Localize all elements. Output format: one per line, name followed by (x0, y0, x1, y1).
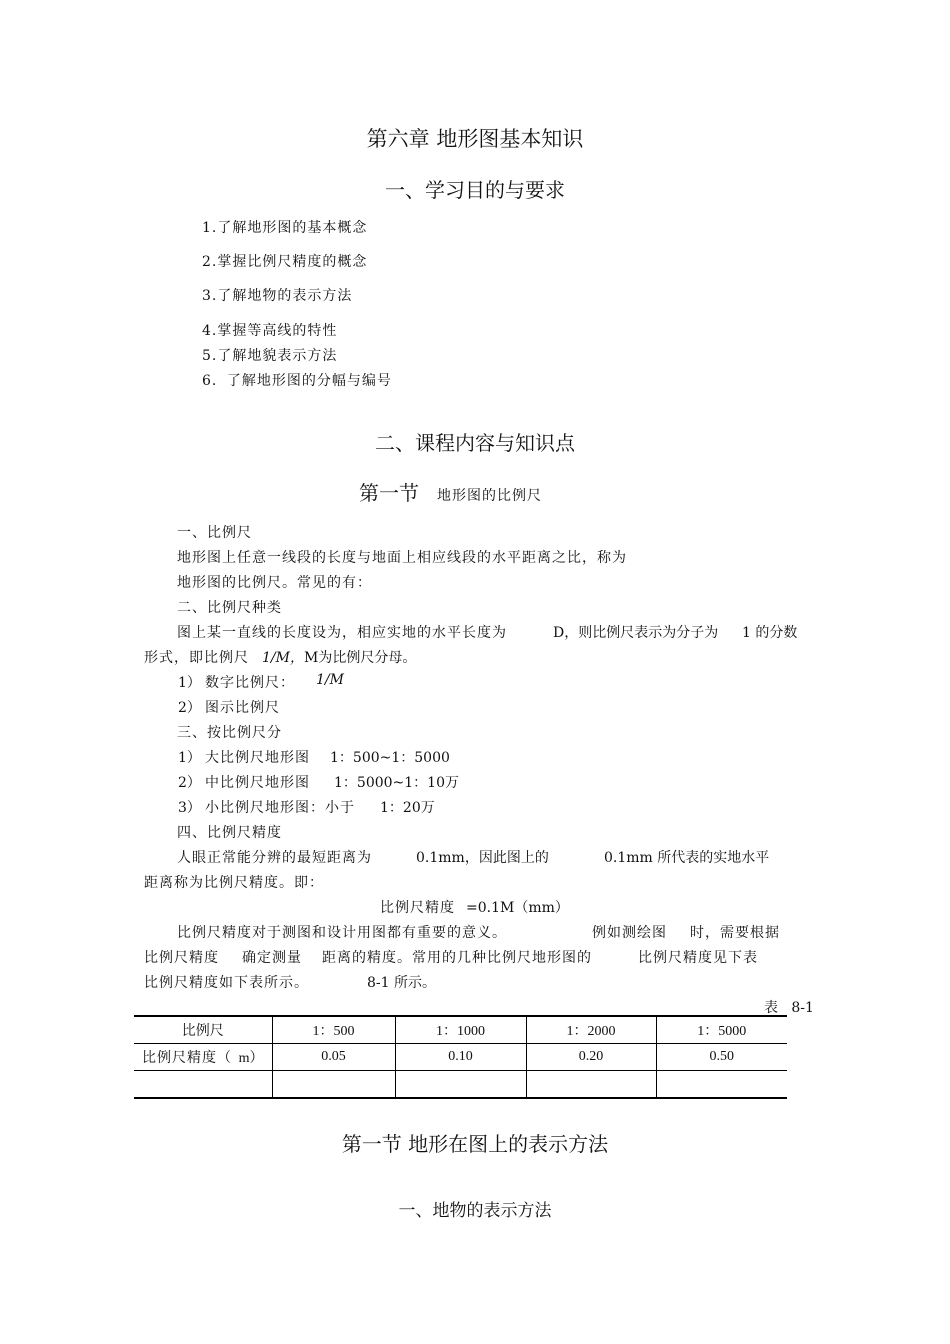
table-row-label (134, 1044, 272, 1071)
body-text: 比例尺精度如下表所示。 (144, 975, 309, 991)
body-text: 比例尺精度对于测图和设计用图都有重要的意义。 (177, 925, 507, 941)
body-text: 中比例尺地形图 (205, 775, 310, 791)
objective-item: 3.了解地物的表示方法 (202, 288, 353, 304)
body-text: 地形图的比例尺。常见的有： (177, 575, 372, 591)
body-text: 1/M (316, 672, 344, 688)
body-text: 图示比例尺 (205, 700, 280, 716)
table-label-prefix: 表 (764, 1000, 778, 1016)
body-text: 0.1mm，因此图上的 (416, 850, 549, 866)
table-label-number: 8-1 (791, 1000, 814, 1016)
body-text: 小比例尺地形图：小于 (205, 800, 355, 816)
section-heading-objectives: 一、学习目的与要求 (385, 178, 565, 202)
body-text: 人眼正常能分辨的最短距离为 (177, 850, 372, 866)
table-row (134, 1044, 787, 1071)
body-heading: 三、按比例尺分 (177, 725, 282, 741)
body-text: 地形图上任意一线段的长度与地面上相应线段的水平距离之比，称为 (177, 550, 627, 566)
table-header-cell: 1：500 (272, 1016, 395, 1044)
row-label-text: 比例尺精度（ (142, 1051, 232, 1066)
table-label (764, 997, 814, 1017)
body-text: 0.1mm 所代表的实地水平 (604, 850, 770, 866)
table-header-cell: 1：2000 (526, 1016, 656, 1044)
table-header-cell: 1：5000 (656, 1016, 787, 1044)
chapter-title: 第六章 地形图基本知识 (366, 127, 584, 151)
body-text: 距离的精度。常用的几种比例尺地形图的 (322, 950, 592, 966)
table-cell (656, 1071, 787, 1099)
row-label-unit: m） (238, 1051, 264, 1066)
table-cell (526, 1071, 656, 1099)
formula-value: =0.1M（mm） (466, 900, 569, 916)
body-heading: 二、比例尺种类 (177, 600, 282, 616)
table-header-cell (134, 1016, 272, 1044)
table-empty-row (134, 1071, 787, 1099)
body-text: 1：5000~1：10万 (334, 775, 459, 791)
body-heading: 一、比例尺 (177, 525, 252, 541)
subsection-heading: 一、地物的表示方法 (398, 1201, 552, 1221)
objective-item: 6．了解地形图的分幅与编号 (202, 373, 392, 389)
table-cell: 0.10 (395, 1044, 526, 1071)
body-text: D，则比例尺表示为分子为 (553, 625, 719, 641)
body-text: 比例尺精度见下表 (638, 950, 758, 966)
body-text: 8-1 所示。 (367, 975, 436, 991)
objective-item: 5.了解地貌表示方法 (202, 348, 338, 364)
section-number: 第一节 (359, 481, 419, 505)
table-header-cell: 1：1000 (395, 1016, 526, 1044)
body-text: 确定测量 (242, 950, 302, 966)
body-text: M为比例尺分母。 (304, 650, 417, 666)
objective-item: 1.了解地形图的基本概念 (202, 220, 368, 236)
body-heading: 四、比例尺精度 (177, 825, 282, 841)
table-cell (134, 1071, 272, 1099)
list-marker: 3） (178, 800, 201, 816)
objective-item: 4.掌握等高线的特性 (202, 323, 338, 339)
header-label: 比例尺 (181, 1024, 224, 1039)
table-cell (395, 1071, 526, 1099)
list-marker: 1） (178, 675, 201, 691)
section-heading-content: 二、课程内容与知识点 (375, 431, 575, 455)
body-text: 形式，即比例尺 (144, 650, 249, 666)
body-text: 时，需要根据 (690, 925, 780, 941)
formula-label: 比例尺精度 (380, 900, 455, 916)
body-text: 比例尺精度 (144, 950, 219, 966)
body-text: 1：500~1：5000 (330, 750, 450, 766)
body-text: 1 的分数 (742, 625, 798, 641)
section-heading: 第一节 地形在图上的表示方法 (341, 1132, 609, 1156)
body-text: 距离称为比例尺精度。即： (144, 875, 324, 891)
body-text: 1：20万 (380, 800, 435, 816)
table-cell: 0.50 (656, 1044, 787, 1071)
table-cell (272, 1071, 395, 1099)
table-cell: 0.05 (272, 1044, 395, 1071)
list-marker: 2） (178, 700, 201, 716)
body-text: 数字比例尺： (205, 675, 295, 691)
body-text: 图上某一直线的长度设为，相应实地的水平长度为 (177, 625, 507, 641)
body-text: 1/M， (262, 650, 304, 666)
list-marker: 2） (178, 775, 201, 791)
table-cell: 0.20 (526, 1044, 656, 1071)
scale-precision-table (134, 1015, 787, 1099)
objective-item: 2.掌握比例尺精度的概念 (202, 254, 368, 270)
list-marker: 1） (178, 750, 201, 766)
body-text: 大比例尺地形图 (205, 750, 310, 766)
table-header-row (134, 1016, 787, 1044)
body-text: 例如测绘图 (592, 925, 667, 941)
section-title: 地形图的比例尺 (437, 488, 542, 504)
